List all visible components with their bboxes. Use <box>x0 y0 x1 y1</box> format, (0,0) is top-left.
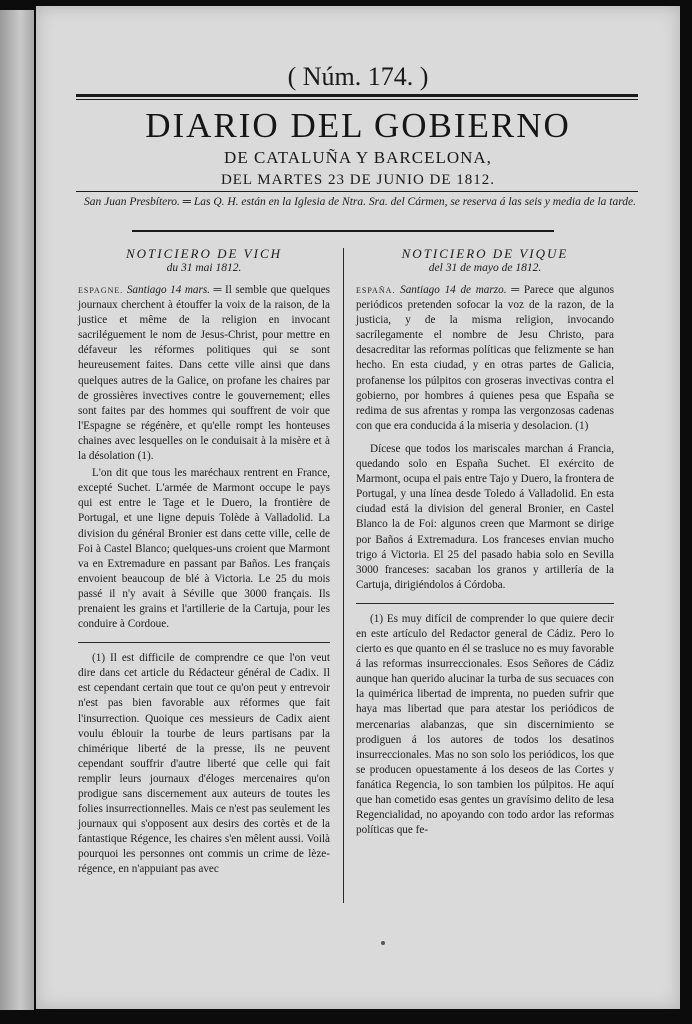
left-article-paragraph <box>78 283 330 464</box>
left-column <box>78 246 330 880</box>
issue-number: ( Núm. 174. ) <box>287 62 429 91</box>
ink-mark <box>381 941 385 945</box>
right-column <box>356 246 614 840</box>
dateline-rule <box>76 191 638 192</box>
left-article-country: ESPAGNE. <box>78 286 124 295</box>
masthead-title: DIARIO DEL GOBIERNO <box>145 106 571 145</box>
left-column-heading: NOTICIERO DE VICH <box>125 246 283 261</box>
dateline: DEL MARTES 23 DE JUNIO DE 1812. <box>220 172 496 188</box>
right-article-paragraph <box>356 283 614 434</box>
right-article-paragraph-2: Dícese que todos los mariscales marchan á Francia, quedando solo en España Suchet. El exército de Marmont, ocupa el pais entre Tajo y Duero, la frontera de Portugal, y una línea desde Toledo á Valladolid. En esta ciudad está la division del general Bronier, en Castel Blanco la de Foi: algunos creen que Marmont se dirige por Baños á Extremadura. Los franceses envian mucho trigo á Victoria. El 25 del pasado habia solo en Sevilla 3000 franceses: sacaban los granos y artillería de la Cartuja, dirigiéndolos á Córdoba. <box>356 442 614 591</box>
masthead-rule-top-thin <box>76 99 638 100</box>
left-article-text: ═ Il semble que quelques journaux cherchent à étouffer la voix de la raison, de la justice et même de la religion en invocant sacriléguement le nom de Jesus-Christ, pour mettre en défaveur les réformes politiques qui se sont heureusement faites. Dans cette ville ainsi que dans quelques autres de la Galice, on profane les chaires par de grossières invectives contre le gouvernement; elles sont faites par des hommes qui souffrent de voir que l'Espagne se régénère, et qu'elle rompt les honteuses chaines avec lesquelles on le conduisait à la misère et à la désolation (1). <box>78 284 331 463</box>
right-article-text: ═ Parece que algunos periódicos pretenden sofocar la voz de la razon, de la justicia, y de la misma religion, invocando sacrílegamente el nombre de Jesu Christo, para desacreditar las reformas políticas que felizmente se han hecho. En esta ciudad, y en otras partes de Galicia, profanense los púlpitos con groseras invectivas contra el gobierno, por hombres á quienes pesa que España se redima de sus afrentas y rompa las vergonzosas cadenas con que era conducida á la miseria y desolacion. (1) <box>356 284 614 432</box>
left-article-place: Santiago 14 mars. <box>126 284 211 296</box>
left-footnote-rule <box>78 642 330 643</box>
column-divider <box>343 248 344 903</box>
left-column-date: du 31 mai 1812. <box>166 262 242 274</box>
right-footnote-rule <box>356 603 614 604</box>
right-column-date: del 31 de mayo de 1812. <box>428 262 542 274</box>
newspaper-page <box>36 6 680 1009</box>
left-article-paragraph-2: L'on dit que tous les maréchaux rentrent en France, excepté Suchet. L'armée de Marmont occupe le pays qui est entre le Tage et le Duero, la frontière de Portugal, et une ligne depuis Tolède à Valladolid. La division du général Bronier est dans cette ville, celle de Foi à Castel Blanco; quelques-uns croient que Marmont va en Extremadure en passant par Baños. Les français envoient beaucoup de blé à Victoria. Le 25 du mois passé il n'y avait à Séville que 3000 français. Ils prenaient les grains et l'artillerie de la Cartuja, pour les conduire à Cordoue. <box>78 467 330 631</box>
right-article-place: Santiago 14 de marzo. <box>400 284 507 296</box>
masthead-rule-top <box>76 94 638 97</box>
masthead-subtitle: DE CATALUÑA Y BARCELONA, <box>224 148 492 167</box>
notice-rule <box>132 230 554 232</box>
facing-page-edge <box>0 10 34 1010</box>
left-footnote: (1) Il est difficile de comprendre ce que l'on veut dire dans cet article du Rédacteur général de Cadix. Il est cependant certain que tout ce qu'on peut y entrevoir n'est pas bien favorable aux réformes que fait l'insurrection. Quoique ces messieurs de Cadix aient voulu éblouir la tourbe de leurs partisans par la chimérique liberté de la presse, ils ne peuvent cependant souffrir d'autre liberté que celle qui fait remplir leurs journaux d'éloges mercenaires qu'on prodigue sans discernement aux auteurs de toutes les folies insurrectionnelles. Mais ce n'est pas seulement les journaux qui s'opposent aux desirs des cortès et de la fantastique Régence, les chaires s'en mêlent aussi. Voilà pourquoi les personnes ont commis un crime de lèze-régence, en n'appuiant pas avec <box>78 652 330 876</box>
church-notice: San Juan Presbítero. ═ Las Q. H. están en la Iglesia de Ntra. Sra. del Cármen, se reserva á las seis y media de la tarde. <box>84 196 636 208</box>
right-article-country: ESPAÑA. <box>356 286 396 295</box>
right-footnote: (1) Es muy difícil de comprender lo que quiere decir en este artículo del Redactor general de Cádiz. Pero lo cierto es que quanto en él se trasluce no es muy favorable á las reformas insurreccionales. Esos Señores de Cádiz aunque han querido alucinar la turba de sus secuaces con la quimérica libertad de imprenta, no pueden sufrir que haya mas libertad que para atestar los periódicos de mercenarias alabanzas, que sin discernimiento se prodiguen á los autores de todos los desatinos insurreccionales. Mas no son solo los periódicos, los que se producen opuestamente á los deseos de las Cortes y fanática Regencia, lo son tambien los púlpitos. He aquí que han cometido esas gentes un gravísimo delito de lesa Regencialidad, no apoyando con todo ardor las reformas políticas que fe- <box>356 612 614 837</box>
right-column-heading: NOTICIERO DE VIQUE <box>401 246 569 261</box>
